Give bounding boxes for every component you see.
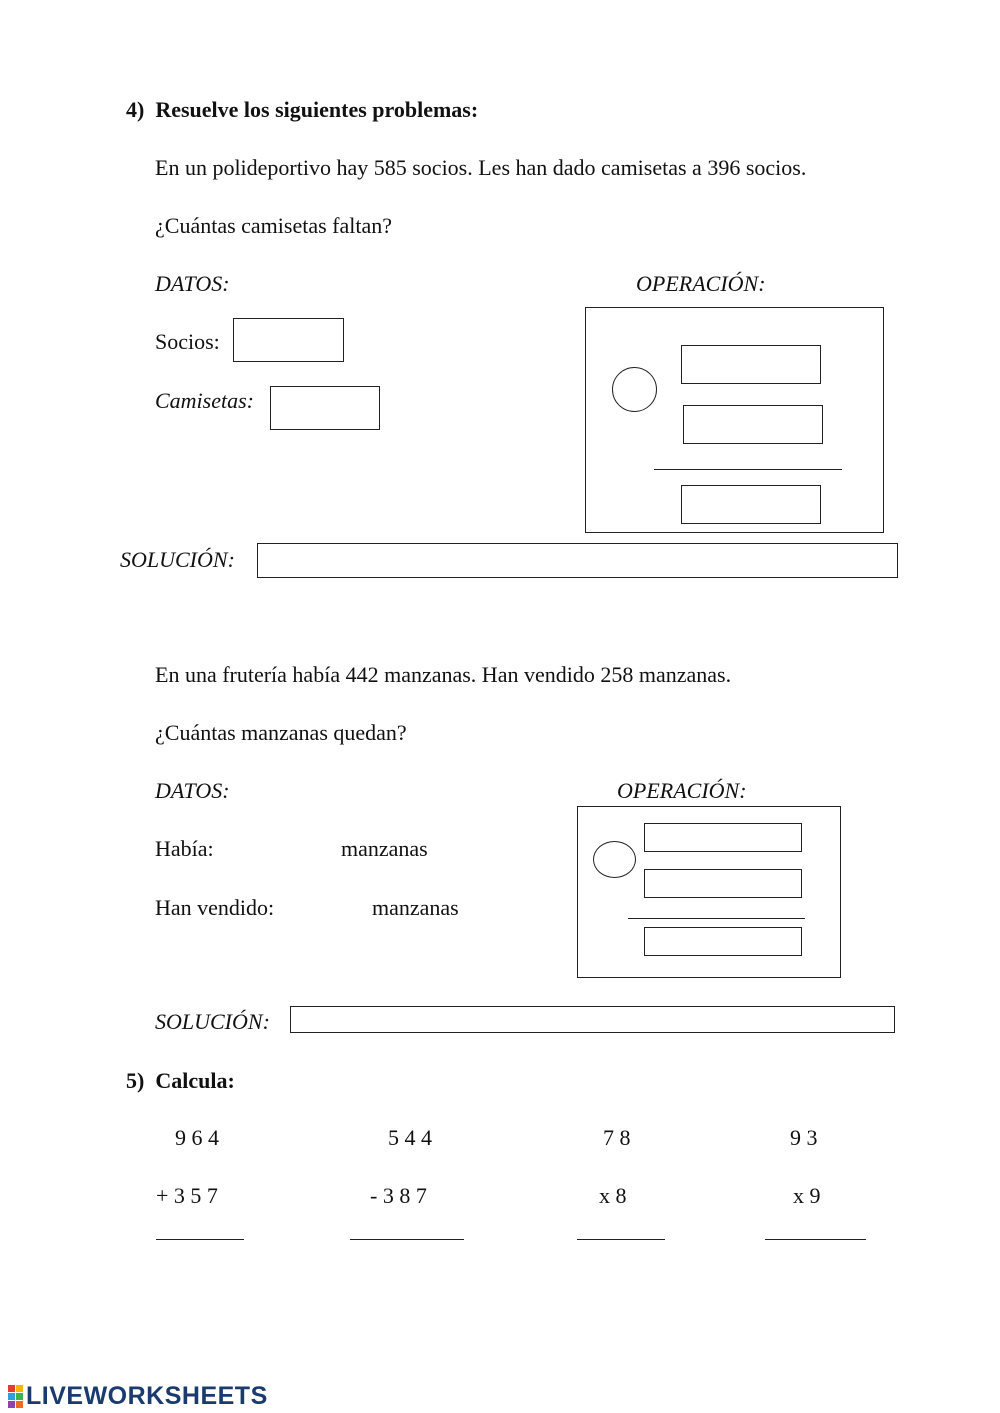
problem-2-operacion-label: OPERACIÓN: <box>617 778 747 803</box>
section-5-heading: 5) Calcula: <box>126 1068 235 1093</box>
calc-2-result-line[interactable] <box>350 1239 464 1240</box>
operation-1-minuend-box[interactable] <box>681 345 821 384</box>
solucion-2-input[interactable] <box>290 1006 895 1033</box>
problem-2-datos-label: DATOS: <box>155 778 230 803</box>
calc-3-bottom: x 8 <box>599 1183 627 1208</box>
calc-4-bottom: x 9 <box>793 1183 821 1208</box>
problem-2-question: ¿Cuántas manzanas quedan? <box>155 720 407 745</box>
operation-1-subtrahend-box[interactable] <box>683 405 823 444</box>
calc-1-bottom: + 3 5 7 <box>156 1183 218 1208</box>
operation-2-subtrahend-box[interactable] <box>644 869 802 898</box>
problem-1-socios-label: Socios: <box>155 329 220 354</box>
operation-2-result-line <box>628 918 805 919</box>
problem-2-vendido-label: Han vendido: <box>155 895 275 920</box>
operation-2-result-box[interactable] <box>644 927 802 956</box>
problem-2-habia-label: Había: <box>155 836 214 861</box>
camisetas-answer-box[interactable] <box>270 386 380 430</box>
problem-1-solucion-label: SOLUCIÓN: <box>120 547 235 572</box>
socios-answer-box[interactable] <box>233 318 344 362</box>
problem-2-statement: En una frutería había 442 manzanas. Han vendido 258 manzanas. <box>155 662 732 687</box>
calc-2-bottom: - 3 8 7 <box>370 1183 427 1208</box>
problem-2-vendido-unit: manzanas <box>372 895 459 920</box>
problem-1-datos-label: DATOS: <box>155 271 230 296</box>
calc-3-result-line[interactable] <box>577 1239 665 1240</box>
operation-1-result-box[interactable] <box>681 485 821 524</box>
calc-2-top: 5 4 4 <box>388 1125 432 1150</box>
calc-4-result-line[interactable] <box>765 1239 866 1240</box>
calc-4-top: 9 3 <box>790 1125 818 1150</box>
calc-1-result-line[interactable] <box>156 1239 244 1240</box>
problem-1-operacion-label: OPERACIÓN: <box>636 271 766 296</box>
operation-2-minuend-box[interactable] <box>644 823 802 852</box>
calc-1-top: 9 6 4 <box>175 1125 219 1150</box>
problem-2-solucion-label: SOLUCIÓN: <box>155 1009 270 1034</box>
liveworksheets-logo <box>8 1381 268 1411</box>
problem-2-habia-unit: manzanas <box>341 836 428 861</box>
problem-1-statement: En un polideportivo hay 585 socios. Les han dado camisetas a 396 socios. <box>155 155 807 180</box>
operation-sign-circle-2[interactable] <box>593 841 636 878</box>
problem-1-question: ¿Cuántas camisetas faltan? <box>155 213 393 238</box>
logo-text: LIVEWORKSHEETS <box>26 1381 268 1410</box>
problem-1-camisetas-label: Camisetas: <box>155 388 254 413</box>
calc-3-top: 7 8 <box>603 1125 631 1150</box>
section-4-heading: 4) Resuelve los siguientes problemas: <box>126 97 479 122</box>
logo-blocks-icon <box>8 1385 23 1408</box>
solucion-1-input[interactable] <box>257 543 898 578</box>
operation-1-result-line <box>654 469 842 470</box>
operation-sign-circle-1[interactable] <box>612 367 657 412</box>
